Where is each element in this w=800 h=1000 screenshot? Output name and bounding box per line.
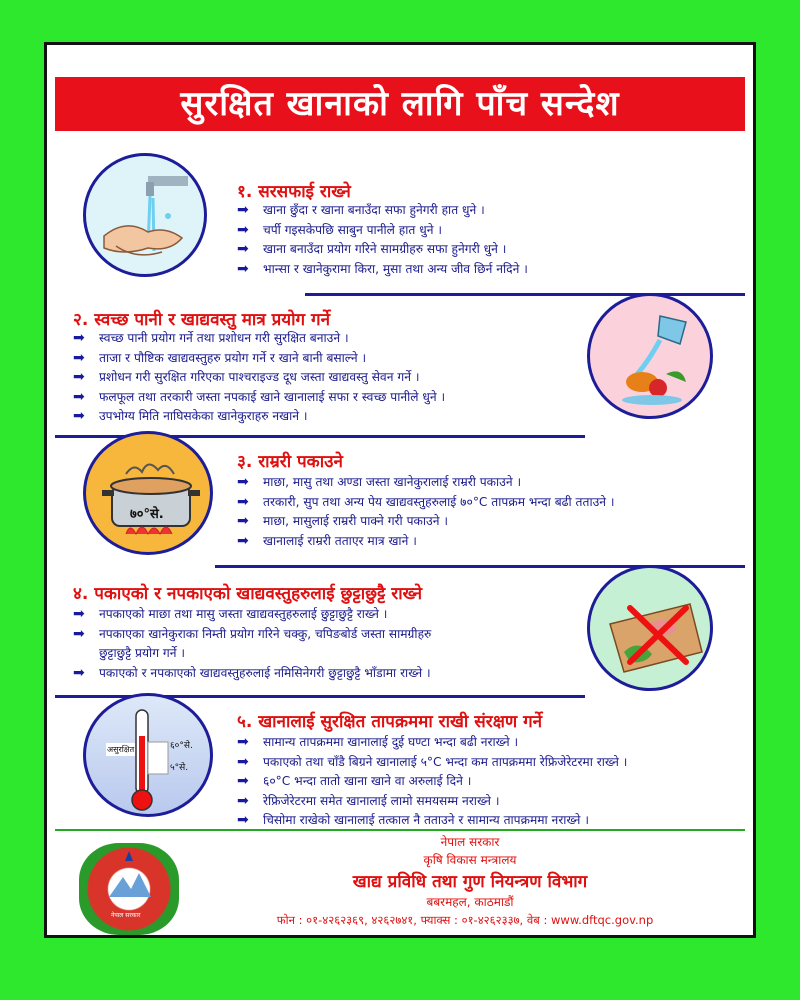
arrow-icon: ➡ [237,532,249,549]
emblem-icon [79,843,179,935]
arrow-icon: ➡ [237,773,249,789]
section-2-list [73,329,445,427]
arrow-icon: ➡ [73,349,85,366]
handwash-illustration [83,153,207,277]
emblem-ribbon-text: नेपाल सरकार [111,912,141,919]
poster-content [55,53,745,927]
list-item: ➡ तरकारी, सुप तथा अन्य पेय खाद्यवस्तुहरुलाई ७०°C तापक्रम भन्दा बढी तताउने । [237,493,615,513]
arrow-icon: ➡ [237,241,249,257]
footer-divider [55,829,745,831]
arrow-icon: ➡ [237,753,249,770]
list-item: ➡ फलफूल तथा तरकारी जस्ता नपकाई खाने खानालाई सफा र स्वच्छ पानीले धुने । [73,388,445,408]
thermometer-icon [86,696,213,817]
section-1-heading: १. सरसफाई राख्ने [237,182,351,202]
handwash-icon [86,156,207,277]
list-item: ➡ नपकाएका खानेकुराका निम्ती प्रयोग गरिने चक्कु, चपिङबोर्ड जस्ता सामग्रीहरु [73,625,431,645]
list-item: ➡ ६०°C भन्दा तातो खाना खाने वा अरुलाई दिने । [237,772,627,792]
section-3-list [237,473,615,551]
arrow-icon: ➡ [237,792,249,809]
section-5-heading: ५. खानालाई सुरक्षित तापक्रममा राखी संरक्षण गर्ने [237,712,543,732]
section-3-heading: ३. राम्ररी पकाउने [237,452,343,472]
arrow-icon: ➡ [73,369,85,385]
government-emblem [79,843,179,935]
list-item: ➡ खाना बनाउँदा प्रयोग गरिने सामग्रीहरु सफा हुनेगरी धुने । [237,240,528,260]
footer-department: खाद्य प्रविधि तथा गुण नियन्त्रण विभाग [352,872,588,892]
thermometer-illustration [83,693,213,817]
arrow-icon: ➡ [73,330,85,346]
arrow-icon: ➡ [73,664,85,681]
list-item: ➡ नपकाएको माछा तथा मासु जस्ता खाद्यवस्तुहरुलाई छुट्टाछुट्टै राख्ने । [73,605,431,625]
list-item-continuation: छुट्टाछुट्टै प्रयोग गर्ने । [99,646,186,660]
list-item: ➡ सामान्य तापक्रममा खानालाई दुई घण्टा भन्दा बढी नराख्ने । [237,733,627,753]
arrow-icon: ➡ [237,812,249,828]
divider [305,293,745,296]
list-item: ➡ ताजा र पौष्टिक खाद्यवस्तुहरु प्रयोग गर्ने र खाने बानी बसाल्ने । [73,349,445,369]
section-1-list [237,201,528,279]
list-item: ➡ चिसोमा राखेको खानालाई तत्काल नै तताउने र सामान्य तापक्रममा नराख्ने । [237,811,627,831]
footer-government: नेपाल सरकार [440,835,500,849]
list-item: ➡ खानालाई राम्ररी तताएर मात्र खाने । [237,532,615,552]
section-5-list [237,733,627,831]
arrow-icon: ➡ [237,734,249,750]
arrow-icon: ➡ [237,221,249,238]
thermometer-label-5: ५°से. [170,763,189,773]
list-item: ➡ खाना छुँदा र खाना बनाउँदा सफा हुनेगरी हात धुने । [237,201,528,221]
section-2-heading: २. स्वच्छ पानी र खाद्यवस्तु मात्र प्रयोग गर्ने [73,310,331,330]
vegetables-icon [590,296,713,419]
thermometer-label-unsafe: असुरक्षित [107,745,135,754]
section-4-list [73,605,431,683]
list-item: ➡ माछा, मासु तथा अण्डा जस्ता खानेकुरालाई राम्ररी पकाउने । [237,473,615,493]
pot-icon [86,434,213,555]
list-item: ➡ पकाएको तथा चाँडै बिग्रने खानालाई ५°C भन्दा कम तापक्रममा रेफ्रिजेरेटरमा राख्ने । [237,753,627,773]
list-item: ➡ स्वच्छ पानी प्रयोग गर्ने तथा प्रशोधन गरी सुरक्षित बनाउने । [73,329,445,349]
poster-title: सुरक्षित खानाको लागि पाँच सन्देश [55,77,745,131]
arrow-icon: ➡ [237,474,249,490]
arrow-icon: ➡ [73,408,85,424]
list-item: ➡ माछा, मासुलाई राम्ररी पाक्ने गरी पकाउने । [237,512,615,532]
footer-address: बबरमहल, काठमाडौं [426,895,514,909]
list-item: ➡ रेफ्रिजेरेटरमा समेत खानालाई लामो समयसम्म नराख्ने । [237,792,627,812]
footer-contact: फोन : ०१-४२६२३६९, ४२६२७४१, फ्याक्स : ०१-४२६२३३७, वेब : www.dftqc.gov.np [276,913,654,927]
thermometer-label-60: ६०°से. [170,741,193,751]
list-item: ➡ प्रशोधन गरी सुरक्षित गरिएका पाश्चराइज्ड दूध जस्ता खाद्यवस्तु सेवन गर्ने । [73,368,445,388]
footer-ministry: कृषि विकास मन्त्रालय [423,853,517,867]
arrow-icon: ➡ [73,606,85,622]
list-item: ➡ भान्सा र खानेकुरामा किरा, मुसा तथा अन्य जीव छिर्न नदिने । [237,260,528,280]
arrow-icon: ➡ [237,202,249,218]
list-item: ➡ चर्पी गइसकेपछि साबुन पानीले हात धुने । [237,221,528,241]
arrow-icon: ➡ [237,493,249,510]
arrow-icon: ➡ [237,513,249,529]
pot-temperature-label: ७०°से. [130,507,164,522]
list-item: ➡ उपभोग्य मिति नाघिसकेका खानेकुराहरु नखाने । [73,407,445,427]
section-4-heading: ४. पकाएको र नपकाएको खाद्यवस्तुहरुलाई छुट्टाछुट्टै राख्ने [73,584,423,604]
washing-vegetables-illustration [587,293,713,419]
list-item: ➡ पकाएको र नपकाएको खाद्यवस्तुहरुलाई नमिसिनेगरी छुट्टाछुट्टै भाँडामा राख्ने । [73,664,431,684]
separate-food-illustration [587,565,713,691]
poster-frame [44,42,756,938]
arrow-icon: ➡ [73,388,85,405]
cutting-board-icon [590,568,713,691]
arrow-icon: ➡ [73,625,85,642]
arrow-icon: ➡ [237,260,249,277]
cooking-pot-illustration [83,431,213,555]
